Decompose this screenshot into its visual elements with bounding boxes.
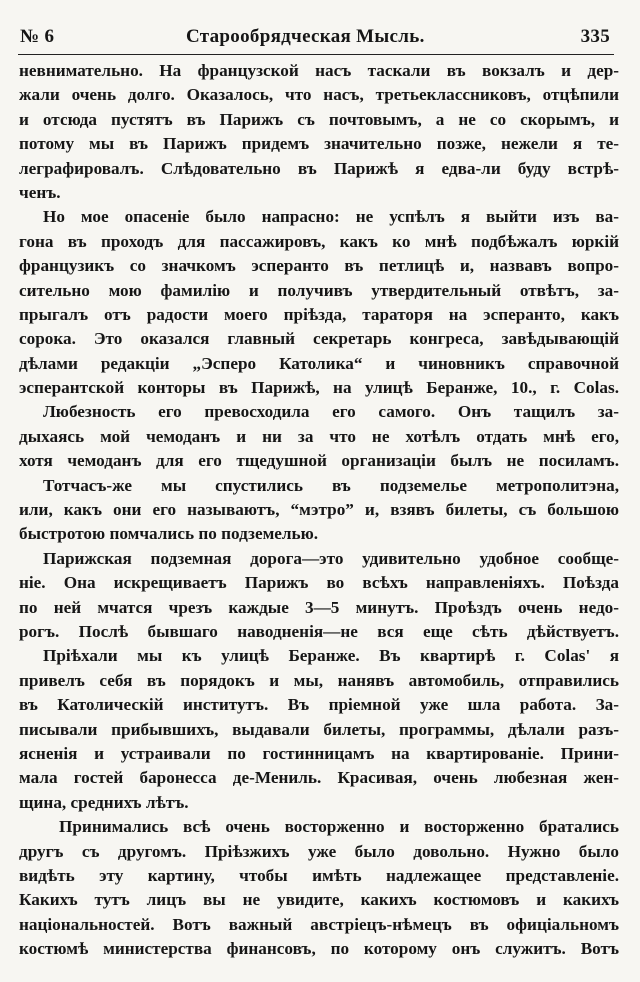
text-line: щина, среднихъ лѣтъ. bbox=[19, 792, 189, 812]
text-line: въ Католическій институтъ. Въ пріемной уже шла работа. За- bbox=[19, 695, 619, 715]
text-line: потому мы въ Парижъ придемъ значительно позже, нежели я те- bbox=[19, 134, 619, 154]
text-line: Но мое опасеніе было напрасно: не успѣлъ я выйти изъ ва- bbox=[43, 207, 619, 227]
text-line: хотя чемоданъ для его тщедушной организаціи былъ не посиламъ. bbox=[19, 451, 619, 471]
text-line: жали очень долго. Оказалось, что насъ, третьеклассниковъ, отцѣпили bbox=[19, 85, 619, 105]
text-line: рогъ. Послѣ бывшаго наводненія—не вся еще сѣть дѣйствуетъ. bbox=[19, 621, 619, 641]
text-line: привелъ себя въ порядокъ и мы, нанявъ автомобиль, отправились bbox=[19, 670, 619, 690]
text-line: быстротою помчались по подземелью. bbox=[19, 524, 319, 544]
text-line: ніе. Она искрещиваетъ Парижъ во всѣхъ направленіяхъ. Поѣзда bbox=[19, 573, 619, 593]
issue-number: № 6 bbox=[20, 26, 55, 47]
journal-title: Старообрядческая Мысль. bbox=[186, 26, 425, 47]
text-line: писывали прибывшихъ, выдавали билеты, программы, дѣлали разъ- bbox=[19, 719, 619, 739]
body-text bbox=[19, 59, 619, 961]
text-line: ченъ. bbox=[19, 182, 61, 202]
text-line: сорока. Это оказался главный секретарь конгреса, завѣдывающій bbox=[19, 329, 619, 349]
text-line: по ней мчатся чрезъ каждые 3—5 минутъ. Проѣздъ очень недо- bbox=[19, 597, 619, 617]
text-line: прыгалъ отъ радости моего пріѣзда, тараторя на эсперанто, какъ bbox=[19, 304, 619, 324]
text-line: другъ съ другомъ. Пріѣзжихъ уже было довольно. Нужно было bbox=[19, 841, 619, 861]
running-header bbox=[18, 22, 614, 52]
page-number: 335 bbox=[580, 26, 610, 47]
text-line: національностей. Вотъ важный австріецъ-нѣмецъ въ офиціальномъ bbox=[19, 914, 619, 934]
text-line: невнимательно. На французской насъ таскали въ вокзалъ и дер- bbox=[19, 61, 619, 80]
text-line: видѣть эту картину, чтобы имѣть надлежащее представленіе. bbox=[19, 865, 619, 885]
text-line: и отсюда пустятъ въ Парижъ съ почтовымъ, а не со скорымъ, и bbox=[19, 109, 619, 129]
text-line: гона въ проходъ для пассажировъ, какъ ко мнѣ подбѣжалъ юркій bbox=[19, 231, 619, 251]
text-line: или, какъ они его называютъ, “мэтро” и, взявъ билеты, съ большою bbox=[19, 500, 619, 520]
text-line: дыхаясь мой чемоданъ и ни за что не хотѣлъ отдать мнѣ его, bbox=[19, 426, 619, 446]
text-line: французикъ со значкомъ эсперанто въ петлицѣ и, назвавъ вопро- bbox=[19, 256, 619, 276]
text-line: сительно мою фамилію и получивъ утвердительный отвѣтъ, за- bbox=[19, 280, 619, 300]
text-line: Тотчасъ-же мы спустились въ подземелье метрополитэна, bbox=[43, 475, 619, 495]
text-line: Пріѣхали мы къ улицѣ Беранже. Въ квартирѣ г. Colas' я bbox=[43, 646, 619, 666]
text-line: мала гостей баронесса де-Мениль. Красивая, очень любезная жен- bbox=[19, 768, 619, 788]
text-line: эсперантской конторы въ Парижѣ, на улицѣ Беранже, 10., г. Colas. bbox=[19, 378, 619, 398]
text-line: леграфировалъ. Слѣдовательно въ Парижѣ я едва-ли буду встрѣ- bbox=[19, 158, 619, 178]
text-line: костюмѣ министерства финансовъ, по которому онъ служитъ. Вотъ bbox=[19, 939, 619, 959]
header-rule bbox=[18, 54, 614, 55]
text-line: Принимались всѣ очень восторженно и восторженно братались bbox=[59, 817, 619, 837]
text-line: ясненія и устраивали по гостинницамъ на квартированіе. Прини- bbox=[19, 743, 619, 763]
text-line: Любезность его превосходила его самого. Онъ тащилъ за- bbox=[43, 402, 619, 422]
text-line: Парижская подземная дорога—это удивительно удобное сообще- bbox=[43, 548, 619, 568]
text-line: дѣлами редакціи „Эсперо Католика“ и чиновникъ справочной bbox=[19, 353, 619, 373]
text-line: Какихъ тутъ лицъ вы не увидите, какихъ костюмовъ и какихъ bbox=[19, 890, 619, 910]
